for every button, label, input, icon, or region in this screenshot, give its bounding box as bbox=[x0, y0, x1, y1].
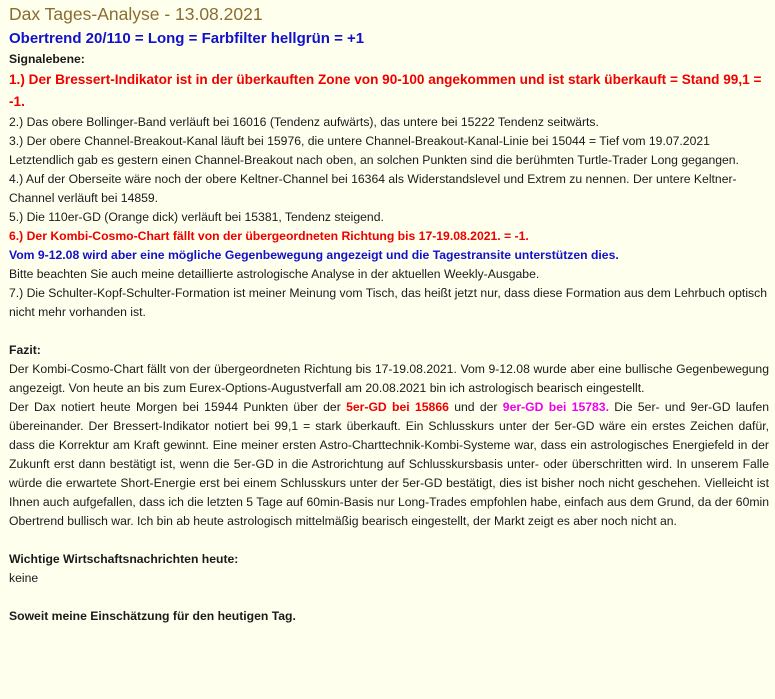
spacer bbox=[9, 322, 769, 341]
news-label: Wichtige Wirtschaftsnachrichten heute: bbox=[9, 552, 239, 566]
signal-item-1: 1.) Der Bressert-Indikator ist in der überkauften Zone von 90-100 angekommen und ist stark überkauft = Stand 99,1 = -1. bbox=[9, 72, 762, 109]
spacer bbox=[9, 531, 769, 550]
news-value: keine bbox=[9, 571, 39, 585]
trend-subtitle: Obertrend 20/110 = Long = Farbfilter hellgrün = +1 bbox=[9, 30, 365, 47]
spacer bbox=[9, 588, 769, 607]
gd5-highlight: 5er-GD bei 15866 bbox=[346, 400, 449, 414]
page-title: Dax Tages-Analyse - 13.08.2021 bbox=[9, 4, 263, 24]
closing-text: Soweit meine Einschätzung für den heutigen Tag. bbox=[9, 609, 296, 623]
signal-item-6-note: Bitte beachten Sie auch meine detaillierte astrologische Analyse in der aktuellen Weekly-Ausgabe. bbox=[9, 267, 540, 281]
signal-item-6: 6.) Der Kombi-Cosmo-Chart fällt von der übergeordneten Richtung bis 17-19.08.2021. = -1. bbox=[9, 229, 529, 243]
signal-item-4: 4.) Auf der Oberseite wäre noch der obere Keltner-Channel bei 16364 als Widerstandslevel und Extrem zu nennen. Der untere Keltner-Channel verläuft bei 14859. bbox=[9, 172, 737, 205]
signal-item-2: 2.) Das obere Bollinger-Band verläuft bei 16016 (Tendenz aufwärts), das untere bei 15222 Tendenz seitwärts. bbox=[9, 115, 599, 129]
fazit-paragraph-1: Der Kombi-Cosmo-Chart fällt von der übergeordneten Richtung bis 17-19.08.2021. Vom 9-12.08 wurde aber eine bullische Gegenbewegung angezeigt. Von heute an bis zum Eurex-Options-Augustverfall am 20.08.2021 bin ich astrologisch bearisch eingestellt. bbox=[9, 362, 769, 395]
fazit-text-a: Der Dax notiert heute Morgen bei 15944 Punkten über der bbox=[9, 400, 347, 414]
fazit-paragraph-2 bbox=[9, 398, 769, 531]
fazit-text-b: und der bbox=[448, 400, 503, 414]
signal-item-5: 5.) Die 110er-GD (Orange dick) verläuft bei 15381, Tendenz steigend. bbox=[9, 210, 384, 224]
signal-label: Signalebene: bbox=[9, 52, 85, 66]
fazit-label: Fazit: bbox=[9, 343, 41, 357]
signal-item-7: 7.) Die Schulter-Kopf-Schulter-Formation ist meiner Meinung vom Tisch, das heißt jetzt nur, dass diese Formation aus dem Lehrbuch optisch nicht mehr vorhanden ist. bbox=[9, 286, 767, 319]
gd9-highlight: 9er-GD bei 15783. bbox=[502, 400, 609, 414]
fazit-text-c: Die 5er- und 9er-GD laufen übereinander. Der Bressert-Indikator notiert bei 99,1 = stark überkauft. Ein Schlusskurs unter der 5er-GD wäre ein erstes Zeichen dafür, dass die Korrektur am Kraft gewinnt. Eine meiner ersten Astro-Charttechnik-Kombi-Systeme war, dass ein astrologisches Energiefeld in der Zukunft erst dann bestätigt ist, wenn die 5er-GD in die Astrorichtung auf Schlusskursbasis unter- oder überschritten wird. In unserem Falle würde die erwartete Short-Energie erst bei einem Schlusskurs unter der 5er-GD bestätigt, dies ist bisher noch nicht geschehen. Vielleicht ist Ihnen auch aufgefallen, dass ich die letzten 5 Tage auf 60min-Basis nur Long-Trades empfohlen habe, einfach aus dem Grund, da der 60min Obertrend bullisch war. Ich bin ab heute astrologisch mittelmäßig bearisch eingestellt, der Markt zeigt es aber noch nicht an. bbox=[9, 400, 770, 528]
signal-item-3: 3.) Der obere Channel-Breakout-Kanal läuft bei 15976, die untere Channel-Breakout-Kanal-Linie bei 15044 = Tief vom 19.07.2021 Letztendlich gab es gestern einen Channel-Breakout nach oben, an solchen Punkten sind die berühmten Turtle-Trader Long gegangen. bbox=[9, 134, 739, 167]
signal-item-6-blue: Vom 9-12.08 wird aber eine mögliche Gegenbewegung angezeigt und die Tagestransite unterstützen dies. bbox=[9, 248, 619, 262]
